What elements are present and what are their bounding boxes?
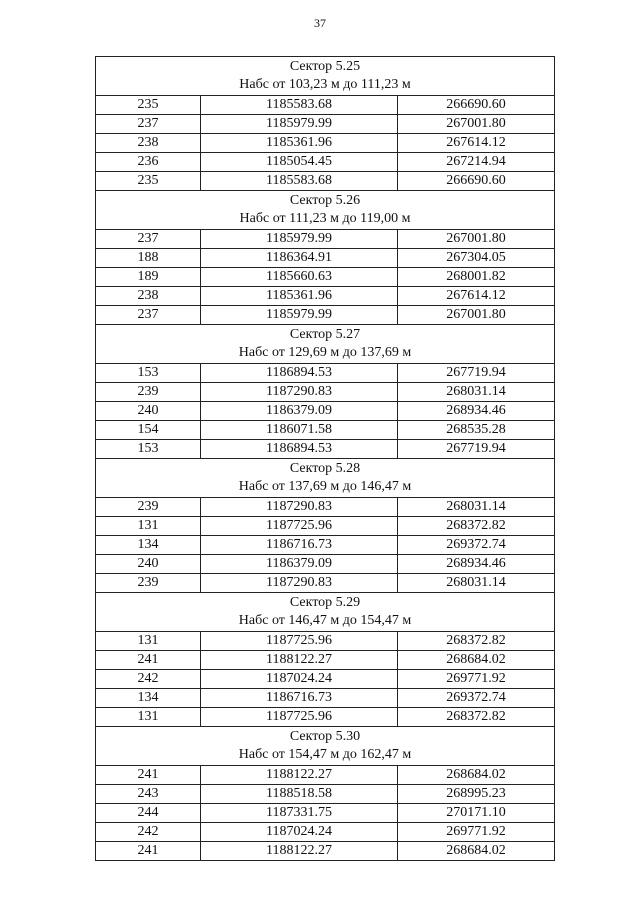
x-coordinate-cell: 1187290.83 [201,498,398,517]
sector-header [96,459,555,498]
table-row [96,517,555,536]
table-row [96,804,555,823]
y-coordinate-cell: 268372.82 [398,632,555,651]
table-row [96,153,555,172]
sector-height-range: Набс от 129,69 м до 137,69 м [238,345,412,360]
sector-header [96,727,555,766]
table-row [96,383,555,402]
x-coordinate-cell: 1188518.58 [201,785,398,804]
x-coordinate-cell: 1187331.75 [201,804,398,823]
sector-header-row [96,57,555,96]
table-row [96,440,555,459]
table-row [96,421,555,440]
point-number-cell: 235 [96,96,201,115]
x-coordinate-cell: 1186071.58 [201,421,398,440]
point-number-cell: 241 [96,766,201,785]
x-coordinate-cell: 1185361.96 [201,287,398,306]
point-number-cell: 237 [96,306,201,325]
point-number-cell: 242 [96,670,201,689]
table-row [96,823,555,842]
sector-header-row [96,459,555,498]
sector-header [96,593,555,632]
x-coordinate-cell: 1187290.83 [201,574,398,593]
table-row [96,632,555,651]
y-coordinate-cell: 268031.14 [398,498,555,517]
table-row [96,306,555,325]
y-coordinate-cell: 266690.60 [398,96,555,115]
x-coordinate-cell: 1186379.09 [201,555,398,574]
point-number-cell: 188 [96,249,201,268]
y-coordinate-cell: 268372.82 [398,517,555,536]
x-coordinate-cell: 1187725.96 [201,632,398,651]
table-row [96,268,555,287]
x-coordinate-cell: 1186716.73 [201,689,398,708]
sector-title: Сектор 5.30 [289,729,361,744]
sector-header [96,325,555,364]
point-number-cell: 153 [96,440,201,459]
table-row [96,708,555,727]
table-row [96,842,555,861]
sector-title: Сектор 5.25 [289,59,361,74]
x-coordinate-cell: 1188122.27 [201,766,398,785]
point-number-cell: 240 [96,555,201,574]
x-coordinate-cell: 1185583.68 [201,172,398,191]
point-number-cell: 243 [96,785,201,804]
sector-header-row [96,191,555,230]
y-coordinate-cell: 267001.80 [398,306,555,325]
y-coordinate-cell: 268031.14 [398,574,555,593]
table-row [96,230,555,249]
x-coordinate-cell: 1186379.09 [201,402,398,421]
table-row [96,364,555,383]
x-coordinate-cell: 1187290.83 [201,383,398,402]
point-number-cell: 241 [96,651,201,670]
y-coordinate-cell: 268934.46 [398,402,555,421]
point-number-cell: 239 [96,498,201,517]
point-number-cell: 244 [96,804,201,823]
x-coordinate-cell: 1188122.27 [201,842,398,861]
x-coordinate-cell: 1185054.45 [201,153,398,172]
point-number-cell: 235 [96,172,201,191]
y-coordinate-cell: 268684.02 [398,766,555,785]
table-row [96,689,555,708]
x-coordinate-cell: 1186716.73 [201,536,398,555]
x-coordinate-cell: 1186894.53 [201,364,398,383]
x-coordinate-cell: 1187024.24 [201,823,398,842]
table-row [96,134,555,153]
y-coordinate-cell: 267614.12 [398,134,555,153]
x-coordinate-cell: 1186894.53 [201,440,398,459]
point-number-cell: 134 [96,536,201,555]
sector-header-row [96,593,555,632]
table-row [96,115,555,134]
sector-header [96,57,555,96]
sector-header [96,191,555,230]
y-coordinate-cell: 268001.82 [398,268,555,287]
y-coordinate-cell: 269771.92 [398,823,555,842]
y-coordinate-cell: 267001.80 [398,230,555,249]
point-number-cell: 236 [96,153,201,172]
x-coordinate-cell: 1185660.63 [201,268,398,287]
y-coordinate-cell: 269372.74 [398,536,555,555]
point-number-cell: 131 [96,517,201,536]
point-number-cell: 237 [96,115,201,134]
y-coordinate-cell: 267214.94 [398,153,555,172]
table-row [96,574,555,593]
table-row [96,249,555,268]
sector-title: Сектор 5.26 [289,193,361,208]
sector-header-row [96,325,555,364]
sector-height-range: Набс от 137,69 м до 146,47 м [238,479,412,494]
table-row [96,536,555,555]
sector-header-row [96,727,555,766]
point-number-cell: 154 [96,421,201,440]
point-number-cell: 242 [96,823,201,842]
table-row [96,498,555,517]
page-number: 37 [314,16,326,30]
table-row [96,651,555,670]
y-coordinate-cell: 267001.80 [398,115,555,134]
point-number-cell: 189 [96,268,201,287]
point-number-cell: 134 [96,689,201,708]
table-row [96,555,555,574]
table-row [96,287,555,306]
point-number-cell: 240 [96,402,201,421]
y-coordinate-cell: 268031.14 [398,383,555,402]
y-coordinate-cell: 269771.92 [398,670,555,689]
y-coordinate-cell: 268372.82 [398,708,555,727]
point-number-cell: 239 [96,383,201,402]
table-row [96,766,555,785]
y-coordinate-cell: 266690.60 [398,172,555,191]
x-coordinate-cell: 1187725.96 [201,517,398,536]
point-number-cell: 153 [96,364,201,383]
coordinates-table [95,56,555,861]
point-number-cell: 131 [96,632,201,651]
y-coordinate-cell: 267719.94 [398,440,555,459]
point-number-cell: 131 [96,708,201,727]
sector-height-range: Набс от 103,23 м до 111,23 м [239,77,411,92]
point-number-cell: 239 [96,574,201,593]
sector-height-range: Набс от 154,47 м до 162,47 м [238,747,412,762]
table-row [96,402,555,421]
y-coordinate-cell: 269372.74 [398,689,555,708]
y-coordinate-cell: 268535.28 [398,421,555,440]
y-coordinate-cell: 270171.10 [398,804,555,823]
sector-title: Сектор 5.27 [289,327,361,342]
x-coordinate-cell: 1187725.96 [201,708,398,727]
table-row [96,785,555,804]
y-coordinate-cell: 268934.46 [398,555,555,574]
point-number-cell: 238 [96,287,201,306]
x-coordinate-cell: 1185583.68 [201,96,398,115]
y-coordinate-cell: 268684.02 [398,651,555,670]
table-row [96,96,555,115]
table-row [96,172,555,191]
y-coordinate-cell: 267614.12 [398,287,555,306]
sector-title: Сектор 5.29 [289,595,361,610]
x-coordinate-cell: 1185979.99 [201,230,398,249]
table-row [96,670,555,689]
point-number-cell: 237 [96,230,201,249]
x-coordinate-cell: 1185979.99 [201,306,398,325]
sector-title: Сектор 5.28 [289,461,361,476]
y-coordinate-cell: 267304.05 [398,249,555,268]
sector-height-range: Набс от 146,47 м до 154,47 м [238,613,412,628]
x-coordinate-cell: 1186364.91 [201,249,398,268]
point-number-cell: 241 [96,842,201,861]
y-coordinate-cell: 268995.23 [398,785,555,804]
y-coordinate-cell: 268684.02 [398,842,555,861]
x-coordinate-cell: 1185979.99 [201,115,398,134]
x-coordinate-cell: 1188122.27 [201,651,398,670]
sector-height-range: Набс от 111,23 м до 119,00 м [239,211,411,226]
x-coordinate-cell: 1185361.96 [201,134,398,153]
x-coordinate-cell: 1187024.24 [201,670,398,689]
y-coordinate-cell: 267719.94 [398,364,555,383]
point-number-cell: 238 [96,134,201,153]
